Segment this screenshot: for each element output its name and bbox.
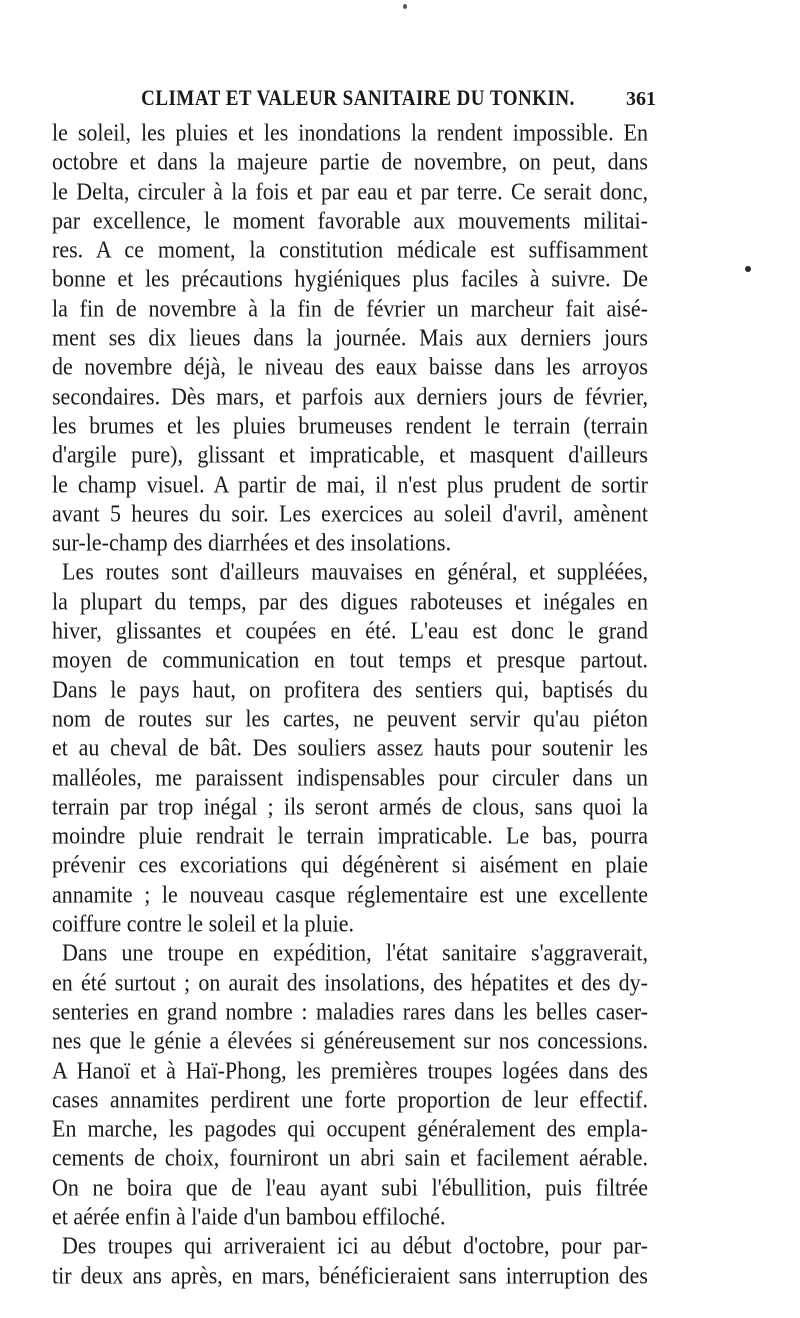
text-line: le champ visuel. A partir de mai, il n'est plus prudent de sortir [52,470,648,498]
text-line: par excellence, le moment favorable aux mouvements militai- [52,206,648,235]
text-line: Les routes sont d'ailleurs mauvaises en général, et suppléées, [62,558,648,586]
text-line: malléoles, me paraissent indispensables pour circuler dans un [52,763,648,791]
text-line: sur-le-champ des diarrhées et des insolations. [52,528,452,557]
text-line: Dans une troupe en expédition, l'état sanitaire s'aggraverait, [62,939,648,967]
text-line: la fin de novembre à la fin de février un marcheur fait aisé- [52,294,648,323]
text-line: et au cheval de bât. Des souliers assez hauts pour soutenir les [52,733,648,762]
text-line: d'argile pure), glissant et impraticable, et masquent d'ailleurs [52,441,648,469]
page-header [60,84,656,114]
text-line: octobre et dans la majeure partie de novembre, on peut, dans [52,148,648,176]
text-line: prévenir ces excoriations qui dégénèrent si aisément en plaie [52,851,648,879]
text-line: senteries en grand nombre : maladies rares dans les belles caser- [52,997,648,1026]
text-line: bonne et les précautions hygiéniques plus faciles à suivre. De [52,265,648,293]
margin-mark [745,266,751,272]
text-line: Dans le pays haut, on profitera des sentiers qui, baptisés du [52,675,648,703]
body-text [52,118,648,1290]
text-line: le soleil, les pluies et les inondations la rendent impossible. En [52,118,648,147]
text-line: Des troupes qui arriveraient ici au début d'octobre, pour par- [62,1232,648,1260]
running-head: CLIMAT ET VALEUR SANITAIRE DU TONKIN. [141,86,575,111]
text-line: de novembre déjà, le niveau des eaux baisse dans les arroyos [52,353,648,381]
text-line: En marche, les pagodes qui occupent généralement des empla- [52,1114,648,1143]
text-line: le Delta, circuler à la fois et par eau et par terre. Ce serait donc, [52,177,648,205]
text-line: secondaires. Dès mars, et parfois aux derniers jours de février, [52,382,648,410]
text-line: nes que le génie a élevées si généreusement sur nos concessions. [52,1026,648,1055]
text-line: terrain par trop inégal ; ils seront armés de clous, sans quoi la [52,792,648,821]
text-line: en été surtout ; on aurait des insolations, des hépatites et des dy- [52,968,648,996]
text-line: annamite ; le nouveau casque réglementaire est une excellente [52,880,648,908]
text-line: cements de choix, fourniront un abri sain et facilement aérable. [52,1144,648,1172]
text-line: les brumes et les pluies brumeuses rendent le terrain (terrain [52,411,648,440]
text-line: moyen de communication en tout temps et presque partout. [52,646,648,674]
text-line: ment ses dix lieues dans la journée. Mais aux derniers jours [52,323,648,352]
page-number: 361 [626,88,656,110]
text-line: avant 5 heures du soir. Les exercices au soleil d'avril, amènent [52,499,648,528]
text-line: tir deux ans après, en mars, bénéficieraient sans interruption des [52,1261,648,1289]
text-line: coiffure contre le soleil et la pluie. [52,909,354,938]
text-line: nom de routes sur les cartes, ne peuvent servir qu'au piéton [52,704,648,733]
text-line: la plupart du temps, par des digues raboteuses et inégales en [52,587,648,615]
text-line: On ne boira que de l'eau ayant subi l'ébullition, puis filtrée [52,1173,648,1201]
text-line: hiver, glissantes et coupées en été. L'eau est donc le grand [52,616,648,645]
text-line: res. A ce moment, la constitution médicale est suffisamment [52,235,648,264]
ink-speck [403,4,407,9]
text-line: et aérée enfin à l'aide d'un bambou effiloché. [52,1202,446,1231]
text-line: A Hanoï et à Haï-Phong, les premières troupes logées dans des [52,1056,648,1084]
text-line: moindre pluie rendrait le terrain impraticable. Le bas, pourra [52,821,648,850]
text-line: cases annamites perdirent une forte proportion de leur effectif. [52,1085,648,1114]
